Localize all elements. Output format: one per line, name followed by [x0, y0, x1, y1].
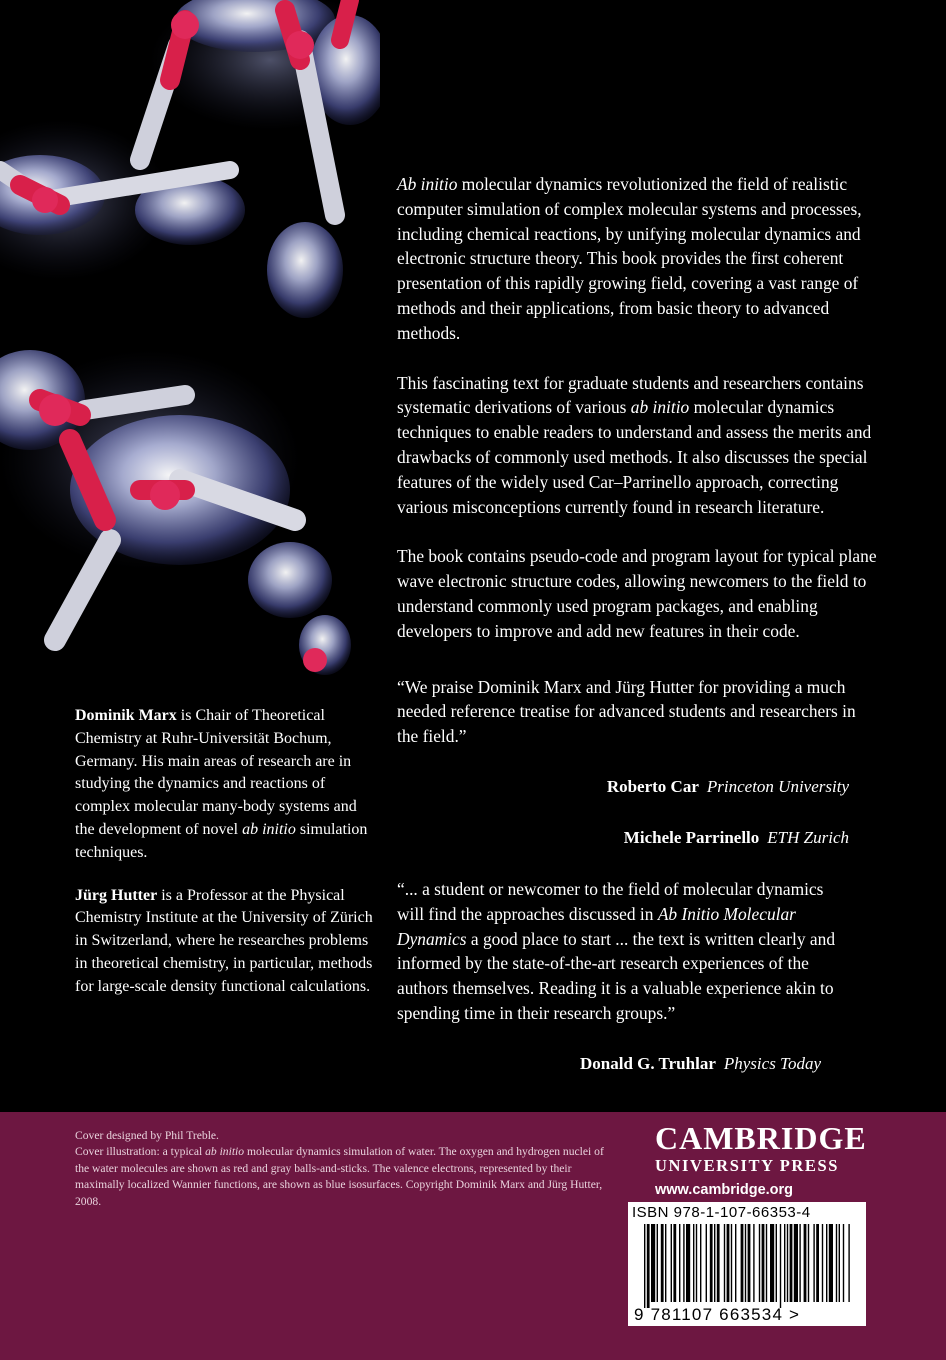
barcode-bar [710, 1224, 713, 1302]
endorsement-quote-1 [397, 675, 877, 851]
author-bio-marx [75, 705, 375, 865]
publisher-logo [655, 1120, 870, 1202]
description-paragraph-2 [397, 371, 877, 520]
barcode-bar [787, 1224, 788, 1302]
credit-text: Cover illustration: a typical [75, 1145, 206, 1159]
barcode-bar [790, 1224, 793, 1302]
barcode-bar [813, 1224, 814, 1302]
description-paragraph-1 [397, 172, 877, 346]
barcode-bar [816, 1224, 819, 1302]
barcode-bar [829, 1224, 833, 1302]
barcode-bar [748, 1224, 751, 1302]
back-cover-description [397, 172, 877, 1102]
barcode-bar [780, 1224, 781, 1308]
cover-designer-credit: Cover designed by Phil Treble. [75, 1129, 219, 1142]
barcode-bar [784, 1224, 785, 1302]
quote-text-part: a good place to start ... the text is written clearly and informed by the state-of-the-art research experiences of the authors themselves. Reading it is a valuable experience akin to spending time in their research groups.” [397, 928, 836, 1023]
barcode-bar [794, 1224, 798, 1302]
publisher-name: CAMBRIDGE [655, 1120, 867, 1156]
description-paragraph-3: The book contains pseudo-code and program layout for typical plane wave electronic structure codes, allowing newcomers to the field to understand commonly used program packages, and enabling developers to improve and add new features in their code. [397, 546, 877, 641]
barcode-bar [799, 1224, 800, 1302]
barcode-bar [843, 1224, 844, 1302]
barcode-bar [848, 1224, 849, 1302]
barcode-bar [647, 1224, 650, 1308]
endorser-name: Roberto Car [606, 776, 699, 796]
author-bios [75, 705, 375, 1019]
barcode-bar [693, 1224, 694, 1302]
quote-attribution [397, 825, 877, 851]
barcode-bar [673, 1224, 676, 1302]
barcode-bar [770, 1224, 774, 1302]
author-name: Dominik Marx [75, 707, 177, 724]
barcode-bar [717, 1224, 720, 1302]
barcode-bar [826, 1224, 827, 1302]
barcode-bar [762, 1224, 765, 1302]
bio-text: is Chair of Theoretical Chemistry at Ruhr-Universität Bochum, Germany. His main areas of research are in studying the dynamics and reactions of complex molecular many-body systems and the development of novel [75, 707, 357, 838]
barcode-bar [759, 1224, 760, 1302]
barcode-bar [724, 1224, 725, 1302]
barcode-bar [683, 1224, 684, 1302]
barcode-bar [696, 1224, 697, 1302]
barcode-bar [714, 1224, 715, 1302]
endorser-affiliation: Princeton University [706, 776, 849, 796]
barcode-bar [657, 1224, 658, 1302]
barcode-bar [665, 1224, 666, 1302]
barcode-bars [644, 1224, 850, 1308]
author-bio-hutter [75, 885, 375, 999]
endorser-affiliation: Physics Today [723, 1053, 821, 1073]
endorser-name: Donald G. Truhlar [579, 1053, 716, 1073]
description-text: molecular dynamics techniques to enable readers to understand and assess the merits and drawbacks of commonly used methods. It also discusses the special features of the widely used Car–Parrinello approach, correcting various misconceptions currently found in research literature. [397, 397, 872, 517]
publisher-website: www.cambridge.org [655, 1182, 794, 1198]
barcode-bar [735, 1224, 736, 1302]
barcode-bar [836, 1224, 837, 1302]
quote-attribution [397, 1051, 849, 1077]
barcode-bar [644, 1224, 645, 1308]
author-name: Jürg Hutter [75, 886, 158, 904]
barcode-bar [753, 1224, 754, 1302]
barcode-bar [661, 1224, 664, 1302]
quote-text-part: “... a student or newcomer to the field of molecular dynamics will find the approaches discussed in [397, 878, 824, 924]
credit-text: molecular dynamics simulation of water. The oxygen and hydrogen nuclei of the water molecules are shown as red and gray balls-and-sticks. The valence electrons, represented by their maximally localized Wannier functions, are shown as blue isosurfaces. Copyright Dominik Marx and Jürg Hutter, 2008. [75, 1145, 604, 1208]
molecular-illustration [0, 0, 380, 700]
barcode-bar [706, 1224, 707, 1302]
barcode-digits: 9 781107 663534 > [634, 1305, 801, 1324]
publisher-subname: UNIVERSITY PRESS [655, 1156, 840, 1175]
bio-text: is a Professor at the Physical Chemistry Institute at the University of Zürich in Switzerland, where he researches problems in theoretical chemistry, in particular, methods for large-scale density functional calculations. [75, 886, 373, 995]
barcode-bar [651, 1224, 655, 1302]
endorser-name: Michele Parrinello [623, 827, 760, 847]
barcode-bar [700, 1224, 701, 1302]
ab-initio-term: ab initio [205, 1145, 245, 1159]
barcode-bar [679, 1224, 680, 1302]
barcode-bar [745, 1224, 746, 1302]
barcode-bar [808, 1224, 809, 1302]
cover-illustration-credit [75, 1144, 605, 1210]
quote-attribution [397, 774, 877, 800]
barcode-bar [741, 1224, 744, 1302]
endorsement-quote-2 [397, 877, 837, 1077]
ab-initio-term: Ab initio [397, 174, 458, 194]
barcode-bar [822, 1224, 823, 1302]
cover-credits [75, 1128, 605, 1210]
barcode-bar [766, 1224, 767, 1302]
ab-initio-term: ab initio [630, 397, 690, 418]
description-text: This fascinating text for graduate students and researchers contains systematic derivations of various [397, 372, 864, 418]
isbn-label: ISBN 978-1-107-66353-4 [632, 1204, 811, 1221]
barcode-bar [839, 1224, 840, 1302]
description-text: molecular dynamics revolutionized the field of realistic computer simulation of complex molecular systems and processes, including chemical reactions, by unifying molecular dynamics and electronic structure theory. This book provides the first coherent presentation of this rapidly growing field, covering a vast range of methods and their applications, from basic theory to advanced methods. [397, 174, 862, 343]
book-title-reference: Ab Initio Molecular Dynamics [397, 903, 796, 949]
quote-text [397, 877, 837, 1026]
bio-text: simulation techniques. [75, 820, 368, 861]
isbn-barcode [628, 1202, 866, 1326]
barcode-bar [731, 1224, 732, 1302]
barcode-bar [804, 1224, 807, 1302]
barcode-bar [686, 1224, 690, 1302]
barcode-graphic [630, 1224, 864, 1324]
quote-text: “We praise Dominik Marx and Jürg Hutter for providing a much needed reference treatise for advanced students and researchers in the field.” [397, 676, 856, 747]
barcode-bar [727, 1224, 730, 1302]
endorser-affiliation: ETH Zurich [767, 827, 849, 847]
barcode-bar [776, 1224, 777, 1302]
ab-initio-term: ab initio [242, 820, 296, 838]
barcode-bar [671, 1224, 672, 1302]
